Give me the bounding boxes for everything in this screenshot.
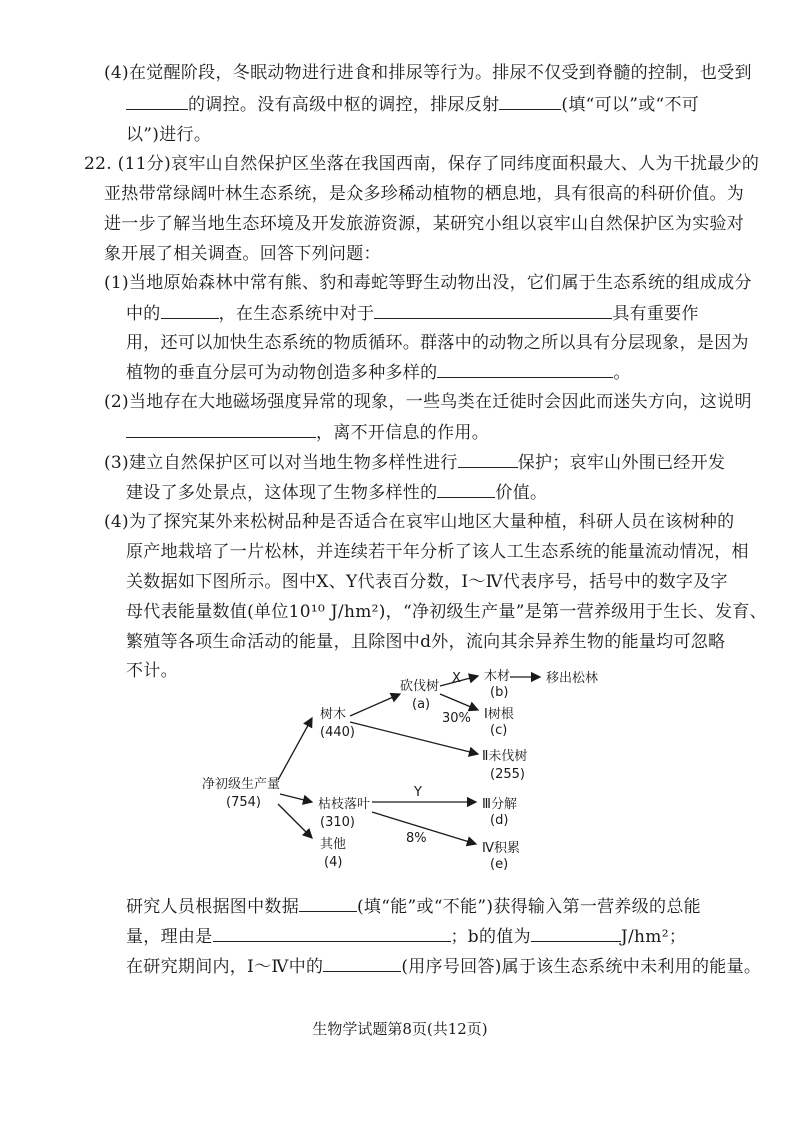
q22-4-line1: (4)为了探究某外来松树品种是否适合在哀牢山地区大量种植，科研人员在该树种的: [104, 512, 735, 532]
cut-tree-value: (a): [412, 697, 431, 712]
q22-1-line1: (1)当地原始森林中常有熊、豹和毒蛇等野生动物出没，它们属于生态系统的组成成分: [104, 273, 752, 293]
y-label: Y: [414, 785, 422, 800]
accum-label: Ⅳ积累: [482, 841, 520, 856]
q22-3-line2: 建设了多处景点，这体现了生物多样性的 价值。: [126, 483, 548, 503]
litter-label: 枯枝落叶: [318, 797, 371, 812]
q22-2-line2: ，离不开信息的作用。: [126, 421, 489, 444]
arrow-npp-tree: [278, 718, 312, 780]
tree-value: (440): [320, 725, 355, 740]
arrow-tree-cut: [350, 694, 400, 716]
pct8-label: 8%: [406, 831, 427, 846]
uncut-tree-value: (255): [490, 767, 525, 782]
q22-4-question-line1: 研究人员根据图中数据 (填“能”或“不能”)获得输入第一营养级的总能: [126, 897, 701, 917]
export-label: 移出松林: [546, 671, 599, 686]
arrow-cut-root: [440, 694, 478, 710]
q21-4-line1: (4)在觉醒阶段，冬眠动物进行进食和排尿等行为。排尿不仅受到脊髓的控制，也受到: [104, 63, 752, 83]
q22-1-line4: 植物的垂直分层可为动物创造多种多样的 。: [126, 363, 631, 383]
litter-value: (310): [320, 815, 355, 830]
decomp-value: (d): [490, 813, 509, 828]
accum-value: (e): [490, 857, 509, 872]
q22-4-question-line2: 量，理由是 ；b的值为 J/hm²；: [126, 927, 687, 947]
q22-intro-line3: 进一步了解当地生态环境及开发旅游资源，某研究小组以哀牢山自然保护区为实验对: [104, 214, 745, 234]
q22-intro-line2: 亚热带常绿阔叶林生态系统，是众多珍稀动植物的栖息地，具有很高的科研价值。为: [104, 184, 745, 204]
answer-blank[interactable]: [458, 451, 518, 468]
answer-blank[interactable]: [299, 895, 357, 912]
answer-blank[interactable]: [213, 925, 451, 942]
arrow-tree-uncut: [350, 722, 478, 754]
root-label: Ⅰ树根: [484, 707, 514, 722]
answer-blank[interactable]: [437, 481, 495, 498]
npp-value: (754): [226, 795, 261, 810]
q22-1-line3: 用，还可以加快生态系统的物质循环。群落中的动物之所以具有分层现象，是因为: [126, 333, 749, 353]
q22-4-line2: 原产地栽培了一片松林，并连续若干年分析了该人工生态系统的能量流动情况，相: [126, 542, 749, 562]
q21-4-line3: 以”)进行。: [126, 125, 212, 145]
arrow-npp-other: [278, 804, 312, 838]
q22-2-line1: (2)当地存在大地磁场强度异常的现象，一些鸟类在迁徙时会因此而迷失方向，这说明: [104, 392, 752, 412]
energy-flow-diagram: [180, 660, 640, 880]
uncut-tree-label: Ⅱ未伐树: [482, 749, 528, 764]
q22-3-line1: (3)建立自然保护区可以对当地生物多样性进行 保护；哀牢山外围已经开发: [104, 453, 726, 473]
answer-blank[interactable]: [437, 361, 613, 378]
pct30-label: 30%: [442, 711, 471, 726]
q22-1-line2: 中的 ，在生态系统中对于 具有重要作: [126, 304, 699, 324]
cut-tree-label: 砍伐树: [400, 679, 440, 694]
tree-label: 树木: [320, 707, 347, 722]
q22-4-line3: 关数据如下图所示。图中X、Y代表百分数，Ⅰ～Ⅳ代表序号，括号中的数字及字: [126, 572, 728, 592]
answer-blank[interactable]: [161, 302, 219, 319]
answer-blank[interactable]: [499, 93, 561, 110]
answer-blank[interactable]: [531, 925, 621, 942]
answer-blank[interactable]: [323, 955, 401, 972]
page-footer: 生物学试题第8页(共12页): [312, 1020, 488, 1038]
q22-4-question-line3: 在研究期间内，Ⅰ～Ⅳ中的 (用序号回答)属于该生态系统中未利用的能量。: [126, 957, 762, 977]
q22-4-line6: 不计。: [126, 661, 178, 681]
answer-blank[interactable]: [374, 302, 612, 319]
npp-label: 净初级生产量: [202, 777, 281, 792]
answer-blank[interactable]: [126, 421, 316, 438]
root-value: (c): [490, 723, 508, 738]
q22-intro-line4: 象开展了相关调查。回答下列问题：: [104, 244, 381, 264]
other-value: (4): [324, 855, 343, 870]
q21-4-line2: 的调控。没有高级中枢的调控，排尿反射 (填“可以”或“不可: [126, 93, 699, 116]
q22-4-line5: 繁殖等各项生命活动的能量，且除图中d外，流向其余异养生物的能量均可忽略: [126, 632, 726, 652]
other-label: 其他: [320, 837, 347, 852]
wood-label: 木材: [484, 669, 511, 684]
x-label: X: [452, 671, 461, 686]
arrow-npp-litter: [280, 794, 312, 802]
wood-value: (b): [490, 685, 509, 700]
q22-4-line4: 母代表能量数值(单位10¹⁰ J/hm²)，“净初级生产量”是第一营养级用于生长、发育、: [126, 602, 767, 622]
q22-intro-line1: 22. (11分)哀牢山自然保护区坐落在我国西南，保存了同纬度面积最大、人为干扰最少的: [84, 154, 760, 174]
decomp-label: Ⅲ分解: [482, 797, 517, 812]
answer-blank[interactable]: [126, 93, 188, 110]
